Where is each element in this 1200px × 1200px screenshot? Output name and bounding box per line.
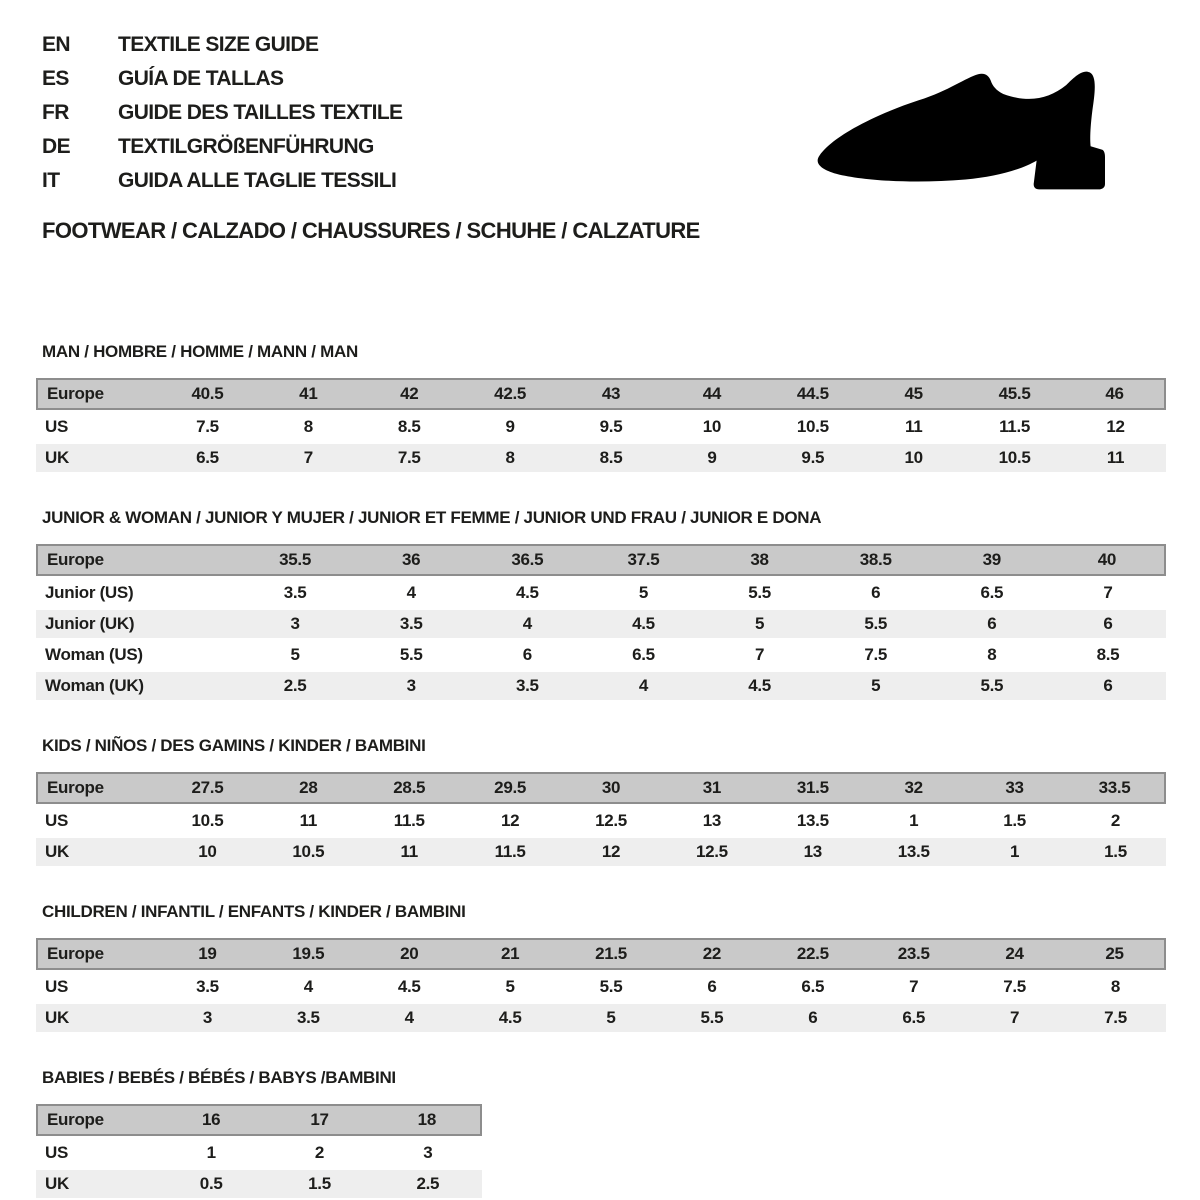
size-row-us [36,973,1166,1001]
guide-title: GUIDE DES TAILLES TEXTILE [118,101,403,124]
size-row-us [36,1139,482,1167]
size-value: 33 [964,772,1065,804]
size-value: 5 [561,1004,662,1032]
language-title-list [42,28,402,198]
size-value: 3.5 [258,1004,359,1032]
size-value: 1 [863,807,964,835]
size-value: 3.5 [237,579,353,607]
size-value: 13.5 [863,838,964,866]
size-value: 1.5 [964,807,1065,835]
size-row-uk [36,444,1166,472]
size-value: 10.5 [964,444,1065,472]
size-row-us [36,413,1166,441]
row-label: US [36,973,157,1001]
row-label: UK [36,1004,157,1032]
size-value: 5 [818,672,934,700]
size-row-us [36,807,1166,835]
size-value: 27.5 [157,772,258,804]
size-row-europe [36,1104,482,1136]
size-value: 25 [1065,938,1166,970]
size-value: 38 [702,544,818,576]
language-row-en [42,28,402,62]
section-children [36,902,1166,1035]
size-value: 10.5 [157,807,258,835]
size-value: 4.5 [585,610,701,638]
row-label: US [36,807,157,835]
size-value: 12 [1065,413,1166,441]
size-row-uk [36,838,1166,866]
size-value: 41 [258,378,359,410]
size-value: 5.5 [702,579,818,607]
category-line: FOOTWEAR / CALZADO / CHAUSSURES / SCHUHE / CALZATURE [42,218,700,243]
size-table-body [36,1104,482,1198]
language-row-it [42,164,402,198]
section-babies [36,1068,1166,1200]
size-value: 7 [863,973,964,1001]
size-value: 7.5 [964,973,1065,1001]
size-row-europe [36,378,1166,410]
size-value: 37.5 [585,544,701,576]
size-value: 6.5 [863,1004,964,1032]
size-value: 35.5 [237,544,353,576]
size-value: 40 [1050,544,1166,576]
row-label: Europe [36,772,157,804]
size-value: 6.5 [762,973,863,1001]
guide-title: TEXTILE SIZE GUIDE [118,33,319,56]
section-kids [36,736,1166,869]
language-row-de [42,130,402,164]
size-value: 13 [762,838,863,866]
size-value: 45.5 [964,378,1065,410]
size-table-man [36,375,1166,475]
language-row-es [42,62,402,96]
size-value: 8.5 [561,444,662,472]
size-value: 7 [702,641,818,669]
size-value: 21 [460,938,561,970]
size-table-body [36,378,1166,472]
size-value: 3.5 [157,973,258,1001]
size-value: 6 [818,579,934,607]
size-value: 46 [1065,378,1166,410]
size-value: 36 [353,544,469,576]
size-value: 6 [1050,610,1166,638]
size-row-woman-uk [36,672,1166,700]
size-row-europe [36,938,1166,970]
size-value: 42 [359,378,460,410]
size-value: 8 [460,444,561,472]
language-code: EN [42,33,70,56]
size-table-body [36,772,1166,866]
size-value: 3 [237,610,353,638]
guide-title: TEXTILGRÖßENFÜHRUNG [118,135,374,158]
size-value: 10 [863,444,964,472]
size-value: 7.5 [157,413,258,441]
size-value: 8 [934,641,1050,669]
size-value: 6.5 [585,641,701,669]
size-value: 17 [265,1104,373,1136]
size-value: 5 [702,610,818,638]
row-label: Woman (US) [36,641,237,669]
section-title: BABIES / BEBÉS / BÉBÉS / BABYS /BAMBINI [42,1068,396,1087]
size-value: 1.5 [265,1170,373,1198]
size-value: 12 [561,838,662,866]
size-value: 21.5 [561,938,662,970]
size-value: 4 [353,579,469,607]
size-value: 18 [374,1104,482,1136]
row-label: Europe [36,938,157,970]
size-value: 31 [661,772,762,804]
section-title: CHILDREN / INFANTIL / ENFANTS / KINDER / BAMBINI [42,902,466,921]
size-value: 2.5 [237,672,353,700]
size-value: 3.5 [353,610,469,638]
size-value: 10 [157,838,258,866]
size-value: 12.5 [561,807,662,835]
size-value: 6 [469,641,585,669]
size-value: 40.5 [157,378,258,410]
size-value: 10 [661,413,762,441]
size-value: 5 [585,579,701,607]
size-value: 5.5 [934,672,1050,700]
size-value: 11 [359,838,460,866]
language-code: FR [42,101,69,124]
size-tables [36,342,1166,1200]
size-value: 1 [964,838,1065,866]
size-value: 5.5 [353,641,469,669]
size-value: 4.5 [460,1004,561,1032]
size-value: 3 [157,1004,258,1032]
size-value: 9.5 [762,444,863,472]
size-value: 4.5 [469,579,585,607]
language-code: IT [42,169,60,192]
size-value: 22.5 [762,938,863,970]
size-value: 39 [934,544,1050,576]
size-value: 6.5 [157,444,258,472]
size-value: 5.5 [818,610,934,638]
size-value: 11 [1065,444,1166,472]
size-value: 12.5 [661,838,762,866]
size-value: 44 [661,378,762,410]
size-value: 3.5 [469,672,585,700]
size-table-kids [36,769,1166,869]
size-value: 8.5 [1050,641,1166,669]
size-table-body [36,544,1166,700]
size-table-children [36,935,1166,1035]
size-value: 8 [258,413,359,441]
size-value: 11 [863,413,964,441]
row-label: UK [36,444,157,472]
size-value: 0.5 [157,1170,265,1198]
section-man [36,342,1166,475]
size-value: 7 [964,1004,1065,1032]
size-value: 1.5 [1065,838,1166,866]
size-value: 5.5 [561,973,662,1001]
section-title: KIDS / NIÑOS / DES GAMINS / KINDER / BAMBINI [42,736,426,755]
size-value: 33.5 [1065,772,1166,804]
size-value: 6 [934,610,1050,638]
row-label: Europe [36,378,157,410]
size-value: 4.5 [702,672,818,700]
size-value: 9.5 [561,413,662,441]
size-value: 7.5 [1065,1004,1166,1032]
size-value: 24 [964,938,1065,970]
size-row-uk [36,1170,482,1198]
shoe-icon [795,58,1145,193]
size-row-junior-us [36,579,1166,607]
size-value: 16 [157,1104,265,1136]
size-value: 1 [157,1139,265,1167]
size-value: 7.5 [818,641,934,669]
size-value: 11.5 [964,413,1065,441]
size-value: 3 [353,672,469,700]
size-value: 9 [460,413,561,441]
size-value: 29.5 [460,772,561,804]
size-value: 38.5 [818,544,934,576]
size-value: 6 [661,973,762,1001]
size-value: 20 [359,938,460,970]
row-label: UK [36,838,157,866]
size-value: 19 [157,938,258,970]
row-label: US [36,1139,157,1167]
row-label: UK [36,1170,157,1198]
size-value: 23.5 [863,938,964,970]
size-value: 5 [460,973,561,1001]
size-value: 6 [762,1004,863,1032]
size-value: 7 [258,444,359,472]
size-value: 5.5 [661,1004,762,1032]
section-title: MAN / HOMBRE / HOMME / MANN / MAN [42,342,358,361]
size-value: 4 [585,672,701,700]
size-table-body [36,938,1166,1032]
size-value: 44.5 [762,378,863,410]
size-value: 36.5 [469,544,585,576]
size-value: 4 [469,610,585,638]
size-value: 19.5 [258,938,359,970]
guide-title: GUÍA DE TALLAS [118,67,284,90]
size-value: 13 [661,807,762,835]
language-code: ES [42,67,69,90]
size-value: 43 [561,378,662,410]
size-value: 4 [359,1004,460,1032]
size-row-europe [36,772,1166,804]
size-row-junior-uk [36,610,1166,638]
size-value: 10.5 [258,838,359,866]
row-label: Woman (UK) [36,672,237,700]
row-label: Junior (US) [36,579,237,607]
size-value: 32 [863,772,964,804]
size-value: 22 [661,938,762,970]
row-label: Europe [36,544,237,576]
size-value: 12 [460,807,561,835]
size-value: 13.5 [762,807,863,835]
size-value: 7.5 [359,444,460,472]
guide-title: GUIDA ALLE TAGLIE TESSILI [118,169,397,192]
size-value: 4 [258,973,359,1001]
size-value: 8 [1065,973,1166,1001]
size-value: 28 [258,772,359,804]
row-label: Europe [36,1104,157,1136]
size-row-europe [36,544,1166,576]
row-label: US [36,413,157,441]
size-value: 2 [1065,807,1166,835]
size-value: 42.5 [460,378,561,410]
size-value: 11.5 [460,838,561,866]
size-table-junior-woman [36,541,1166,703]
size-value: 11.5 [359,807,460,835]
size-value: 10.5 [762,413,863,441]
size-table-babies [36,1101,482,1200]
size-value: 7 [1050,579,1166,607]
size-value: 8.5 [359,413,460,441]
language-code: DE [42,135,70,158]
language-row-fr [42,96,402,130]
section-title: JUNIOR & WOMAN / JUNIOR Y MUJER / JUNIOR ET FEMME / JUNIOR UND FRAU / JUNIOR E DONA [42,508,822,527]
row-label: Junior (UK) [36,610,237,638]
section-junior-woman [36,508,1166,703]
size-value: 3 [374,1139,482,1167]
size-value: 5 [237,641,353,669]
size-value: 4.5 [359,973,460,1001]
size-row-woman-us [36,641,1166,669]
size-value: 6.5 [934,579,1050,607]
size-value: 2 [265,1139,373,1167]
size-value: 31.5 [762,772,863,804]
size-value: 9 [661,444,762,472]
size-value: 45 [863,378,964,410]
size-value: 11 [258,807,359,835]
size-row-uk [36,1004,1166,1032]
size-value: 28.5 [359,772,460,804]
size-value: 2.5 [374,1170,482,1198]
size-value: 30 [561,772,662,804]
size-value: 6 [1050,672,1166,700]
